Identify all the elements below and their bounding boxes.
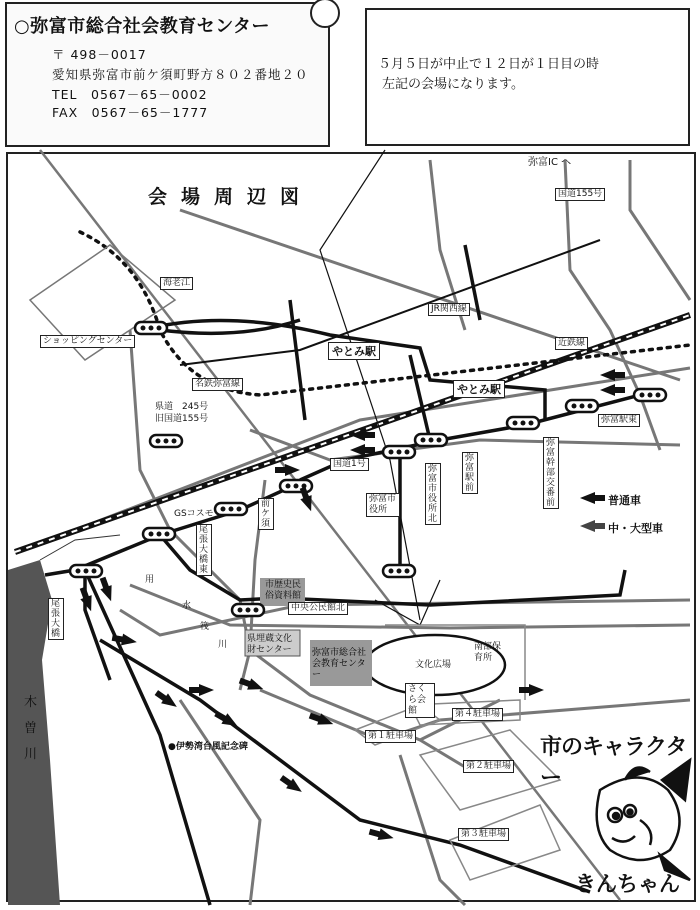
character-title: 市のキャラクター	[540, 735, 687, 791]
label-meitetsu: 名鉄弥富線	[192, 378, 243, 391]
label-ebie: 海老江	[160, 277, 193, 290]
label-canal-4: 川	[218, 640, 228, 650]
label-parking-3: 第３駐車場	[458, 828, 509, 841]
label-shopping-center: ショッピングセンター	[40, 335, 135, 348]
label-prefroad-1: 県道 245号	[155, 402, 209, 412]
character-name: きんちゃん	[575, 872, 680, 896]
label-yatomi-station-jr: やとみ駅	[328, 342, 380, 360]
label-route155: 国道155号	[555, 188, 605, 201]
label-owari-bridge: 尾張大橋	[48, 598, 64, 640]
address: 愛知県弥富市前ケ須町野方８０２番地２０	[52, 67, 309, 82]
label-sakura: さくら会館	[405, 683, 435, 718]
label-parking-2: 第２駐車場	[463, 760, 514, 773]
org-name: ○弥富市総合社会教育センター	[14, 16, 270, 37]
fax: FAX 0567－65－1777	[52, 105, 209, 120]
label-bunka-hiroba: 文化広場	[415, 660, 452, 670]
label-parking-1: 第１駐車場	[365, 730, 416, 743]
label-isewan-memorial: ●伊勢湾台風記念碑	[168, 742, 248, 752]
label-kintetsu: 近鉄線	[555, 337, 588, 350]
label-canal-1: 用	[145, 575, 155, 585]
label-gs-cosmo: GSコスモ	[174, 509, 214, 519]
railways	[15, 240, 690, 552]
label-kisogawa: 木曽川	[24, 695, 38, 762]
label-bunka-center: 県埋蔵文化財センター	[247, 634, 293, 655]
label-prefroad-2: 旧国道155号	[155, 414, 209, 424]
label-parking-4: 第４駐車場	[452, 708, 503, 721]
label-canal-2: 水	[182, 601, 192, 611]
notice-line-2: 左記の会場になります。	[382, 77, 524, 92]
legend-large-arrow	[580, 520, 605, 532]
label-maegasu: 前ケ須	[258, 498, 274, 530]
label-yatomi-ekimae: 弥富駅前	[462, 452, 478, 494]
label-city-hall: 弥富市役所	[366, 493, 400, 517]
label-yatomi-station-kintetsu: やとみ駅	[453, 380, 505, 398]
map-title: 会場周辺図	[148, 186, 314, 208]
label-city-hall-north: 弥富市役所北	[425, 463, 441, 525]
label-chuo-kita: 中央公民館北	[288, 602, 348, 615]
label-yatomi-ic: 弥富IC へ	[528, 157, 572, 168]
label-canal-3: 筏	[200, 622, 210, 632]
label-minami-hoiku: 南部保育所	[474, 642, 502, 663]
notice-line-1: ５月５日が中止で１２日が１日目の時	[378, 57, 600, 72]
label-museum: 市歴史民俗資料館	[264, 580, 301, 601]
label-sogo-center: 弥富市総合社会教育センター	[312, 648, 367, 680]
postal-code: 〒 498－0017	[52, 47, 147, 62]
tel: TEL 0567－65－0002	[52, 87, 208, 102]
label-owari-higashi: 尾張大橋東	[196, 524, 212, 576]
route-line	[320, 150, 420, 620]
legend-normal-car: 普通車	[608, 494, 641, 507]
label-yatomi-east: 弥富駅東	[598, 414, 640, 427]
label-koban: 弥富幹部交番前	[543, 437, 559, 509]
label-jr: JR関西線	[428, 303, 470, 316]
label-route1: 国道1号	[330, 458, 369, 471]
legend-large-car: 中・大型車	[608, 522, 663, 535]
